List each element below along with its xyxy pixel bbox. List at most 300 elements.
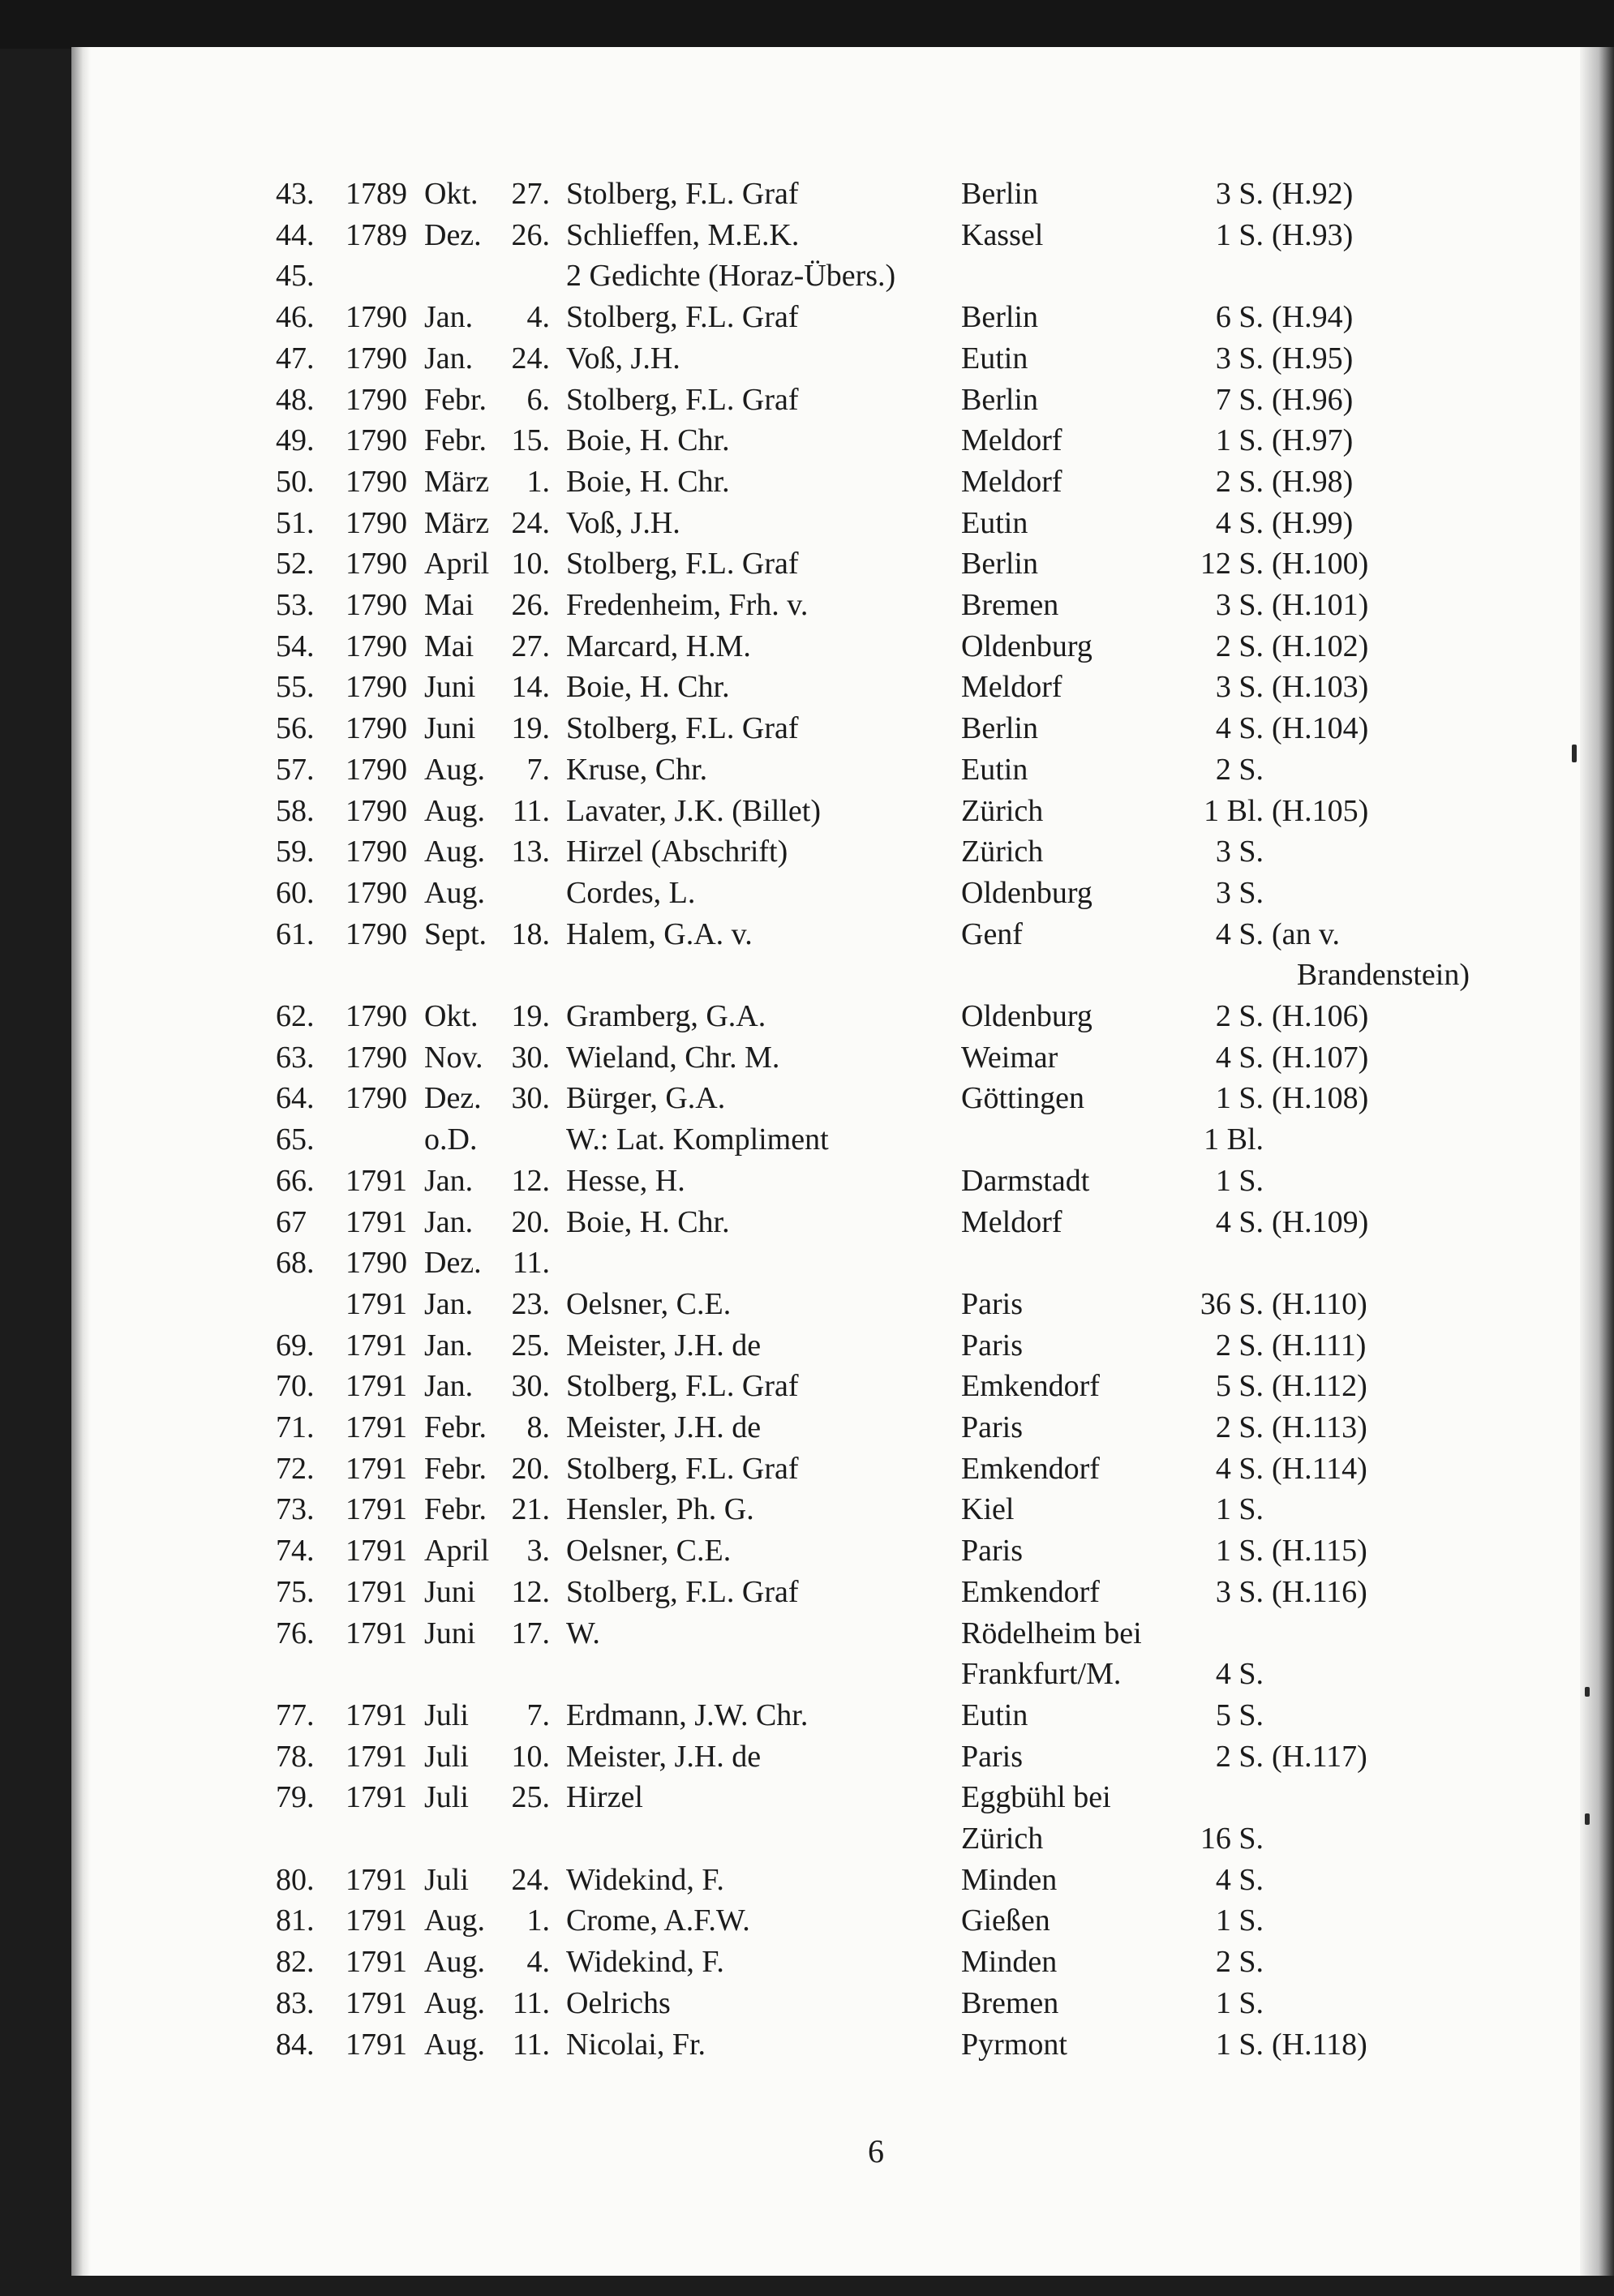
entry-year: 1790 [346, 835, 407, 869]
entry-month: Jan. [424, 300, 474, 334]
entry-correspondent: Oelsner, C.E. [566, 1287, 732, 1321]
entry-reference: (H.97) [1272, 423, 1354, 457]
entry-extent: 2 S. [1215, 999, 1264, 1033]
entry-year: 1790 [346, 423, 407, 457]
entry-number: 57. [276, 753, 315, 787]
entry-place: Berlin [961, 383, 1038, 417]
entry-day: 30. [511, 1081, 550, 1115]
entry-place: Eutin [961, 506, 1028, 540]
entry-number: 56. [276, 711, 315, 745]
entry-month: März [424, 506, 490, 540]
list-item [0, 1448, 1614, 1489]
entry-extent: 6 S. [1215, 300, 1264, 334]
entry-extent: 3 S. [1215, 670, 1264, 704]
entry-day: 11. [512, 2028, 550, 2062]
entry-place: Eutin [961, 1698, 1028, 1732]
entry-extent: 2 S. [1215, 753, 1264, 787]
entry-number: 47. [276, 341, 315, 376]
entry-year: 1791 [346, 1698, 407, 1732]
entry-month: Juni [424, 1575, 476, 1609]
entry-number: 68. [276, 1246, 315, 1280]
entry-year: 1791 [346, 1492, 407, 1526]
list-item [0, 1942, 1614, 1982]
entry-number: 83. [276, 1986, 315, 2020]
list-item-continuation [0, 955, 1614, 995]
entry-correspondent: Crome, A.F.W. [566, 1903, 750, 1938]
entry-extent: 4 S. [1215, 711, 1264, 745]
entry-reference: (H.96) [1272, 383, 1354, 417]
list-item [0, 420, 1614, 461]
entry-reference: (H.93) [1272, 218, 1354, 252]
entry-extent: 4 S. [1215, 506, 1264, 540]
entry-place: Emkendorf [961, 1575, 1100, 1609]
entry-extent: 2 S. [1215, 1410, 1264, 1444]
entry-number: 50. [276, 465, 315, 499]
entry-day: 14. [511, 670, 550, 704]
entry-extent: 2 S. [1215, 1945, 1264, 1979]
entry-year: 1789 [346, 177, 407, 211]
entry-day: 24. [511, 341, 550, 376]
entry-reference: (H.99) [1272, 506, 1354, 540]
entry-year: 1790 [346, 506, 407, 540]
entry-correspondent: Boie, H. Chr. [566, 670, 730, 704]
entry-extent: 2 S. [1215, 629, 1264, 663]
entry-extent: 3 S. [1215, 588, 1264, 622]
entry-correspondent: Voß, J.H. [566, 506, 680, 540]
entry-extent: 3 S. [1215, 835, 1264, 869]
entry-year: 1790 [346, 999, 407, 1033]
entry-year: 1791 [346, 1534, 407, 1568]
entry-extent: 5 S. [1215, 1698, 1264, 1732]
entry-place: Eutin [961, 341, 1028, 376]
entry-place: Zürich [961, 1822, 1044, 1856]
list-item [0, 1366, 1614, 1406]
entry-correspondent: Stolberg, F.L. Graf [566, 177, 799, 211]
entry-month: Febr. [424, 423, 487, 457]
entry-correspondent: Halem, G.A. v. [566, 917, 753, 951]
entry-month: Aug. [424, 1945, 485, 1979]
entry-month: März [424, 465, 490, 499]
entry-day: 11. [512, 1986, 550, 2020]
entry-reference: (H.115) [1272, 1534, 1367, 1568]
list-item [0, 1161, 1614, 1201]
list-item [0, 1407, 1614, 1448]
entry-extent: 5 S. [1215, 1369, 1264, 1403]
entry-place: Berlin [961, 300, 1038, 334]
entry-month: Aug. [424, 2028, 485, 2062]
entry-correspondent: Voß, J.H. [566, 341, 680, 376]
entry-reference: (H.105) [1272, 794, 1369, 828]
entry-month: Okt. [424, 999, 479, 1033]
entry-day: 30. [511, 1041, 550, 1075]
entry-month: Aug. [424, 876, 485, 910]
entry-number: 72. [276, 1452, 315, 1486]
entry-number: 52. [276, 547, 315, 581]
entry-reference: (an v. [1272, 917, 1341, 951]
entry-year: 1790 [346, 300, 407, 334]
list-item [0, 2024, 1614, 2065]
entry-number: 64. [276, 1081, 315, 1115]
entry-correspondent: 2 Gedichte (Horaz-Übers.) [566, 259, 896, 293]
entry-number: 77. [276, 1698, 315, 1732]
entry-extent: 3 S. [1215, 177, 1264, 211]
entry-reference: (H.95) [1272, 341, 1354, 376]
entry-number: 51. [276, 506, 315, 540]
entry-year: 1791 [346, 1740, 407, 1774]
entry-place: Paris [961, 1287, 1023, 1321]
entry-correspondent: Kruse, Chr. [566, 753, 708, 787]
entry-place: Minden [961, 1945, 1058, 1979]
entry-number: 61. [276, 917, 315, 951]
entry-extent: 1 S. [1215, 1903, 1264, 1938]
entry-correspondent: Hesse, H. [566, 1164, 685, 1198]
entry-month: Jan. [424, 341, 474, 376]
entry-month: Juni [424, 1616, 476, 1650]
entry-month: Febr. [424, 1492, 487, 1526]
entry-month: April [424, 547, 490, 581]
entry-correspondent: Stolberg, F.L. Graf [566, 300, 799, 334]
entry-number: 49. [276, 423, 315, 457]
entry-reference: (H.98) [1272, 465, 1354, 499]
entry-day: 30. [511, 1369, 550, 1403]
entry-number: 43. [276, 177, 315, 211]
entry-correspondent: Hensler, Ph. G. [566, 1492, 754, 1526]
list-item [0, 1613, 1614, 1654]
entry-place: Berlin [961, 177, 1038, 211]
entry-correspondent: W. [566, 1616, 600, 1650]
entry-number: 75. [276, 1575, 315, 1609]
entry-extent: 4 S. [1215, 1205, 1264, 1239]
entry-extent: 1 Bl. [1204, 794, 1264, 828]
entry-number: 76. [276, 1616, 315, 1650]
entry-extent: 1 S. [1215, 2028, 1264, 2062]
entry-month: Dez. [424, 1081, 482, 1115]
entry-place: Kassel [961, 218, 1044, 252]
entry-year: 1790 [346, 1081, 407, 1115]
entry-correspondent: Stolberg, F.L. Graf [566, 711, 799, 745]
entry-day: 18. [511, 917, 550, 951]
entry-day: 24. [511, 1863, 550, 1897]
entry-year: 1791 [346, 1369, 407, 1403]
entry-number: 82. [276, 1945, 315, 1979]
entry-day: 23. [511, 1287, 550, 1321]
entry-place: Weimar [961, 1041, 1058, 1075]
entry-year: 1791 [346, 1616, 407, 1650]
entry-number: 78. [276, 1740, 315, 1774]
list-item [0, 626, 1614, 667]
list-item [0, 174, 1614, 214]
entry-correspondent: Lavater, J.K. (Billet) [566, 794, 821, 828]
entry-number: 46. [276, 300, 315, 334]
entry-extent: 4 S. [1215, 1452, 1264, 1486]
list-item [0, 831, 1614, 872]
entry-correspondent: Boie, H. Chr. [566, 465, 730, 499]
entry-day: 20. [511, 1205, 550, 1239]
entry-month: Aug. [424, 835, 485, 869]
page-number: 6 [868, 2133, 884, 2169]
entry-year: 1789 [346, 218, 407, 252]
list-item [0, 1736, 1614, 1777]
entry-month: Aug. [424, 794, 485, 828]
entry-number: 58. [276, 794, 315, 828]
entry-reference: (H.111) [1272, 1328, 1367, 1363]
entry-extent: 1 S. [1215, 218, 1264, 252]
entry-correspondent: Widekind, F. [566, 1945, 724, 1979]
entry-correspondent: Cordes, L. [566, 876, 696, 910]
entry-year: 1791 [346, 1164, 407, 1198]
list-item [0, 338, 1614, 379]
entry-place: Emkendorf [961, 1452, 1100, 1486]
list-item [0, 1325, 1614, 1366]
scan-border [0, 0, 1614, 49]
list-item [0, 543, 1614, 584]
entry-number: 44. [276, 218, 315, 252]
entry-correspondent: Marcard, H.M. [566, 629, 751, 663]
entry-year: 1791 [346, 2028, 407, 2062]
entry-number: 71. [276, 1410, 315, 1444]
entry-reference: (H.114) [1272, 1452, 1367, 1486]
entry-month: Aug. [424, 1903, 485, 1938]
entry-extent: 4 S. [1215, 917, 1264, 951]
entry-reference: (H.116) [1272, 1575, 1367, 1609]
list-item [0, 708, 1614, 749]
entry-month: Juni [424, 670, 476, 704]
entry-year: 1791 [346, 1863, 407, 1897]
entry-place: Genf [961, 917, 1023, 951]
entry-reference: (H.112) [1272, 1369, 1367, 1403]
list-item [0, 1818, 1614, 1859]
entry-month: Febr. [424, 1410, 487, 1444]
entry-place: Zürich [961, 794, 1044, 828]
entry-month: Jan. [424, 1328, 474, 1363]
entry-extent: 16 S. [1200, 1822, 1264, 1856]
entry-number: 48. [276, 383, 315, 417]
entry-place: Minden [961, 1863, 1058, 1897]
entry-number: 63. [276, 1041, 315, 1075]
entry-reference: (H.106) [1272, 999, 1369, 1033]
entry-year: 1790 [346, 547, 407, 581]
entry-day: 17. [511, 1616, 550, 1650]
entry-year: 1790 [346, 465, 407, 499]
entry-month: Jan. [424, 1205, 474, 1239]
entry-month: Juni [424, 711, 476, 745]
entry-year: 1791 [346, 1205, 407, 1239]
entry-day: 8. [526, 1410, 550, 1444]
entry-month: Aug. [424, 1986, 485, 2020]
entry-correspondent: Hirzel [566, 1780, 643, 1814]
entry-day: 6. [526, 383, 550, 417]
entry-extent: 1 S. [1215, 1534, 1264, 1568]
list-item [0, 461, 1614, 502]
entry-number: 66. [276, 1164, 315, 1198]
entry-place: Meldorf [961, 465, 1062, 499]
entry-place: Gießen [961, 1903, 1050, 1938]
entry-correspondent: Hirzel (Abschrift) [566, 835, 788, 869]
entry-year: 1791 [346, 1945, 407, 1979]
entry-day: 25. [511, 1328, 550, 1363]
entry-extent: 3 S. [1215, 1575, 1264, 1609]
list-item [0, 1078, 1614, 1118]
entry-reference: (H.107) [1272, 1041, 1369, 1075]
entry-month: Aug. [424, 753, 485, 787]
entry-month: Mai [424, 629, 474, 663]
entry-place: Bremen [961, 588, 1059, 622]
entry-number: 81. [276, 1903, 315, 1938]
list-item [0, 1489, 1614, 1530]
entry-day: 11. [512, 1246, 550, 1280]
entry-correspondent: Fredenheim, Frh. v. [566, 588, 809, 622]
entry-extent: 4 S. [1215, 1657, 1264, 1691]
entry-number: 59. [276, 835, 315, 869]
entry-day: 7. [526, 753, 550, 787]
entry-reference: (H.101) [1272, 588, 1369, 622]
entry-year: 1791 [346, 1328, 407, 1363]
entry-place: Pyrmont [961, 2028, 1067, 2062]
entry-extent: 2 S. [1215, 465, 1264, 499]
entry-correspondent: Meister, J.H. de [566, 1740, 762, 1774]
entry-day: 27. [511, 629, 550, 663]
entry-month: Sept. [424, 917, 487, 951]
entry-extent: 3 S. [1215, 876, 1264, 910]
entry-extent: 12 S. [1200, 547, 1264, 581]
entry-number: 84. [276, 2028, 315, 2062]
list-item [0, 1983, 1614, 2023]
entry-day: 10. [511, 547, 550, 581]
entry-extent: 3 S. [1215, 341, 1264, 376]
entry-day: 13. [511, 835, 550, 869]
entry-day: 25. [511, 1780, 550, 1814]
entry-day: 19. [511, 711, 550, 745]
entry-correspondent: Bürger, G.A. [566, 1081, 726, 1115]
entry-correspondent: Boie, H. Chr. [566, 1205, 730, 1239]
entry-place: Oldenburg [961, 629, 1092, 663]
list-item [0, 873, 1614, 913]
entry-number: 62. [276, 999, 315, 1033]
entry-month: Juli [424, 1740, 469, 1774]
entry-year: 1791 [346, 1287, 407, 1321]
entry-month: o.D. [424, 1122, 478, 1157]
entry-day: 12. [511, 1164, 550, 1198]
entry-month: Juli [424, 1863, 469, 1897]
list-item [0, 1572, 1614, 1612]
entry-place: Frankfurt/M. [961, 1657, 1122, 1691]
entry-year: 1791 [346, 1575, 407, 1609]
entry-place: Emkendorf [961, 1369, 1100, 1403]
entry-reference: (H.94) [1272, 300, 1354, 334]
list-item [0, 1242, 1614, 1283]
entry-place: Paris [961, 1328, 1023, 1363]
entry-place: Darmstadt [961, 1164, 1090, 1198]
entry-year: 1791 [346, 1452, 407, 1486]
entry-correspondent: Schlieffen, M.E.K. [566, 218, 800, 252]
entry-correspondent: Erdmann, J.W. Chr. [566, 1698, 809, 1732]
entry-extent: 36 S. [1200, 1287, 1264, 1321]
entry-day: 27. [511, 177, 550, 211]
list-item [0, 791, 1614, 831]
entry-place: Berlin [961, 547, 1038, 581]
entry-place: Paris [961, 1534, 1023, 1568]
entry-number: 74. [276, 1534, 315, 1568]
entry-day: 7. [526, 1698, 550, 1732]
entry-extent: 4 S. [1215, 1041, 1264, 1075]
entry-year: 1791 [346, 1903, 407, 1938]
entry-day: 20. [511, 1452, 550, 1486]
entry-day: 21. [511, 1492, 550, 1526]
entry-year: 1791 [346, 1986, 407, 2020]
entry-reference-continued: Brandenstein) [1296, 958, 1470, 992]
entry-month: Jan. [424, 1369, 474, 1403]
entry-month: Juli [424, 1698, 469, 1732]
entry-correspondent: Meister, J.H. de [566, 1328, 762, 1363]
entry-year: 1790 [346, 629, 407, 663]
entry-correspondent: Nicolai, Fr. [566, 2028, 706, 2062]
entry-place: Paris [961, 1740, 1023, 1774]
entry-year: 1790 [346, 383, 407, 417]
entry-number: 67 [276, 1205, 307, 1239]
list-item [0, 1202, 1614, 1242]
list-item [0, 1284, 1614, 1324]
entry-reference: (H.100) [1272, 547, 1369, 581]
entry-place: Meldorf [961, 1205, 1062, 1239]
entry-month: April [424, 1534, 490, 1568]
entry-reference: (H.117) [1272, 1740, 1367, 1774]
entry-day: 26. [511, 218, 550, 252]
entry-extent: 2 S. [1215, 1328, 1264, 1363]
entry-year: 1790 [346, 1246, 407, 1280]
letter-list [0, 174, 1614, 2120]
entry-month: Juli [424, 1780, 469, 1814]
entry-extent: 1 S. [1215, 1081, 1264, 1115]
entry-place: Rödelheim bei [961, 1616, 1142, 1650]
entry-extent: 1 Bl. [1204, 1122, 1264, 1157]
entry-month: Okt. [424, 177, 479, 211]
entry-month: Dez. [424, 218, 482, 252]
entry-correspondent: Meister, J.H. de [566, 1410, 762, 1444]
entry-place: Eutin [961, 753, 1028, 787]
entry-day: 12. [511, 1575, 550, 1609]
entry-day: 26. [511, 588, 550, 622]
entry-month: Jan. [424, 1164, 474, 1198]
entry-correspondent: Stolberg, F.L. Graf [566, 1452, 799, 1486]
entry-place: Eggbühl bei [961, 1780, 1111, 1814]
entry-year: 1791 [346, 1780, 407, 1814]
entry-number: 60. [276, 876, 315, 910]
entry-reference: (H.118) [1272, 2028, 1367, 2062]
entry-number: 73. [276, 1492, 315, 1526]
entry-month: Febr. [424, 1452, 487, 1486]
entry-correspondent: Stolberg, F.L. Graf [566, 383, 799, 417]
list-item [0, 297, 1614, 337]
entry-correspondent: Gramberg, G.A. [566, 999, 766, 1033]
list-item [0, 585, 1614, 625]
entry-year: 1790 [346, 588, 407, 622]
list-item [0, 215, 1614, 255]
entry-correspondent: Oelsner, C.E. [566, 1534, 732, 1568]
entry-correspondent: Stolberg, F.L. Graf [566, 1369, 799, 1403]
entry-day: 4. [526, 300, 550, 334]
entry-month: Mai [424, 588, 474, 622]
entry-number: 65. [276, 1122, 315, 1157]
entry-year: 1790 [346, 670, 407, 704]
entry-day: 1. [526, 1903, 550, 1938]
entry-place: Zürich [961, 835, 1044, 869]
list-item [0, 1530, 1614, 1571]
entry-year: 1791 [346, 1410, 407, 1444]
entry-extent: 2 S. [1215, 1740, 1264, 1774]
entry-year: 1790 [346, 753, 407, 787]
entry-year: 1790 [346, 876, 407, 910]
entry-year: 1790 [346, 711, 407, 745]
